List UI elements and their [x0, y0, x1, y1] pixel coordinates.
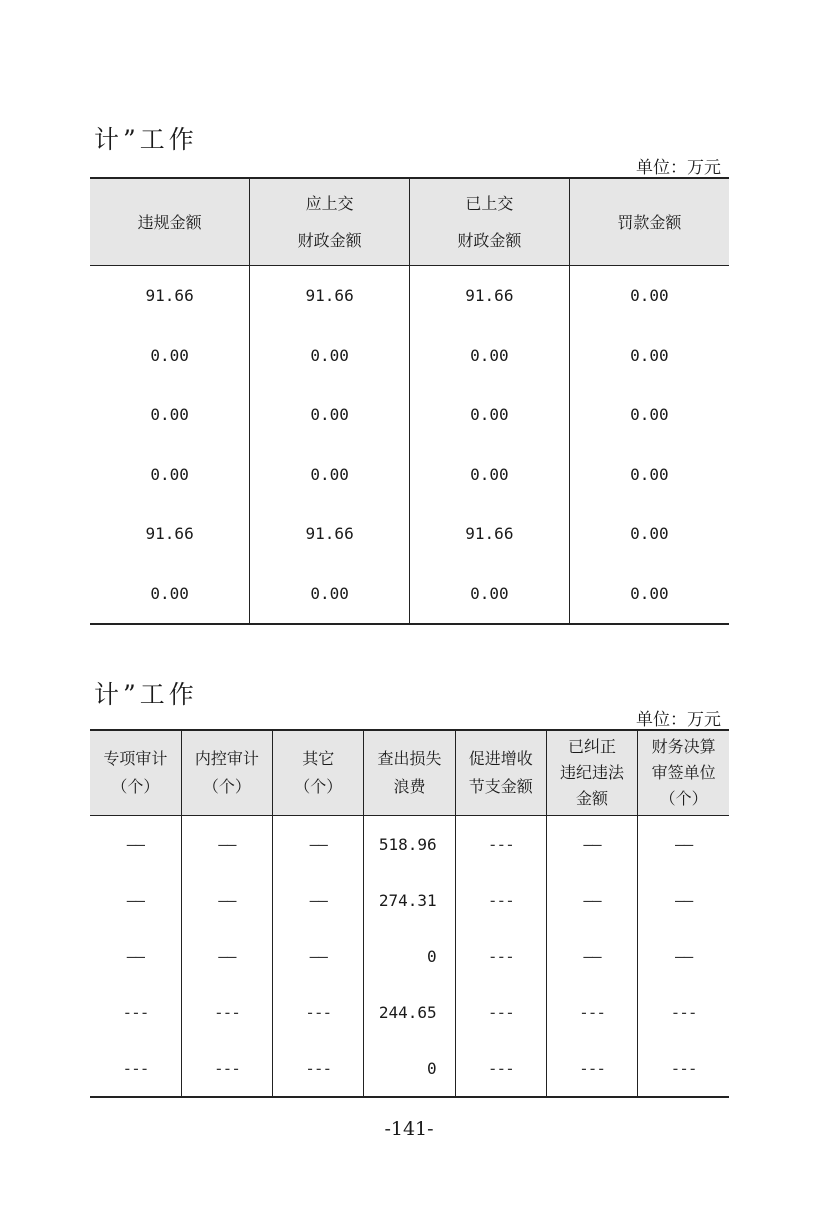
table-cell: 0.00: [410, 326, 570, 386]
section1-title: 计”工作: [94, 125, 198, 154]
table-header-row: [90, 730, 729, 816]
table-cell: ——: [638, 872, 729, 928]
table-cell: ---: [181, 984, 272, 1040]
table-cell: ——: [181, 816, 272, 873]
table-cell: 0: [364, 1040, 455, 1097]
table-cell: 274.31: [364, 872, 455, 928]
header-internal-control-audit: 内控审计 （个）: [181, 730, 272, 816]
table-cell: 0.00: [150, 583, 189, 603]
table-cell: ——: [273, 816, 364, 873]
table-cell: ——: [638, 928, 729, 984]
header-violation-amount: 违规金额: [90, 178, 250, 266]
table-cell: 91.66: [250, 504, 410, 564]
table-cell: ——: [181, 928, 272, 984]
table-cell: ---: [181, 1040, 272, 1097]
table-cell: ——: [126, 946, 145, 966]
table-cell: ——: [273, 872, 364, 928]
table-cell: 91.66: [145, 286, 194, 306]
header-loss-waste-found: 查出损失 浪费: [364, 730, 455, 816]
section2-title: 计”工作: [94, 680, 198, 709]
table-cell: ---: [455, 872, 546, 928]
table-cell: ——: [546, 872, 637, 928]
section2-unit-label: 单位：万元: [636, 710, 721, 730]
header-final-accounts-units: 财务决算 审签单位 （个）: [638, 730, 729, 816]
table-cell: 0.00: [250, 445, 410, 505]
table-row: [90, 1040, 729, 1097]
table-cell: ——: [546, 928, 637, 984]
table-row: [90, 872, 729, 928]
table-row: [90, 504, 729, 564]
table-cell: 91.66: [145, 524, 194, 544]
table-row: [90, 445, 729, 505]
table-row: [90, 564, 729, 625]
table-cell: ---: [546, 984, 637, 1040]
table-cell: 91.66: [410, 266, 570, 326]
table-cell: 0.00: [410, 564, 570, 625]
table-cell: 0.00: [569, 385, 729, 445]
header-special-audit: 专项审计 （个）: [90, 730, 181, 816]
table-cell: ——: [126, 834, 145, 854]
violation-amounts-table: [90, 177, 729, 625]
table-cell: 0.00: [150, 405, 189, 425]
table-cell: 91.66: [250, 266, 410, 326]
table-cell: ——: [181, 872, 272, 928]
table-cell: 0.00: [569, 504, 729, 564]
header-due-to-treasury: 应上交 财政金额: [250, 178, 410, 266]
table-cell: ——: [273, 928, 364, 984]
table-cell: 0.00: [150, 464, 189, 484]
table-row: [90, 385, 729, 445]
table-row: [90, 326, 729, 386]
table-cell: ---: [455, 816, 546, 873]
table-cell: 0.00: [410, 385, 570, 445]
table-cell: ---: [122, 1058, 149, 1078]
table-cell: ---: [546, 1040, 637, 1097]
audit-results-table: [90, 729, 729, 1098]
table-cell: ——: [638, 816, 729, 873]
table-cell: ---: [455, 928, 546, 984]
header-fine-amount: 罚款金额: [569, 178, 729, 266]
table-cell: ---: [638, 1040, 729, 1097]
table-cell: 0.00: [250, 564, 410, 625]
header-paid-to-treasury: 已上交 财政金额: [410, 178, 570, 266]
table-cell: 91.66: [410, 504, 570, 564]
table-cell: ---: [122, 1002, 149, 1022]
table-cell: 0.00: [569, 564, 729, 625]
table-row: [90, 816, 729, 873]
table-cell: ---: [273, 1040, 364, 1097]
table-cell: 244.65: [364, 984, 455, 1040]
table-cell: 0: [364, 928, 455, 984]
page-number: -141-: [384, 1118, 434, 1140]
table-cell: 0.00: [250, 385, 410, 445]
header-corrected-violations: 已纠正 违纪违法 金额: [546, 730, 637, 816]
table-cell: 0.00: [569, 266, 729, 326]
header-revenue-savings: 促进增收 节支金额: [455, 730, 546, 816]
table-cell: ---: [638, 984, 729, 1040]
header-other: 其它 （个）: [273, 730, 364, 816]
table-cell: ---: [273, 984, 364, 1040]
section1-unit-label: 单位：万元: [636, 158, 721, 178]
table-row: [90, 266, 729, 326]
table-cell: ——: [126, 890, 145, 910]
table-cell: ---: [455, 1040, 546, 1097]
table-header-row: [90, 178, 729, 266]
table-cell: ---: [455, 984, 546, 1040]
table-cell: 518.96: [364, 816, 455, 873]
table-row: [90, 984, 729, 1040]
table-cell: 0.00: [569, 326, 729, 386]
table-cell: 0.00: [250, 326, 410, 386]
table-cell: 0.00: [150, 345, 189, 365]
table-cell: 0.00: [410, 445, 570, 505]
table-cell: ——: [546, 816, 637, 873]
table-cell: 0.00: [569, 445, 729, 505]
table-row: [90, 928, 729, 984]
